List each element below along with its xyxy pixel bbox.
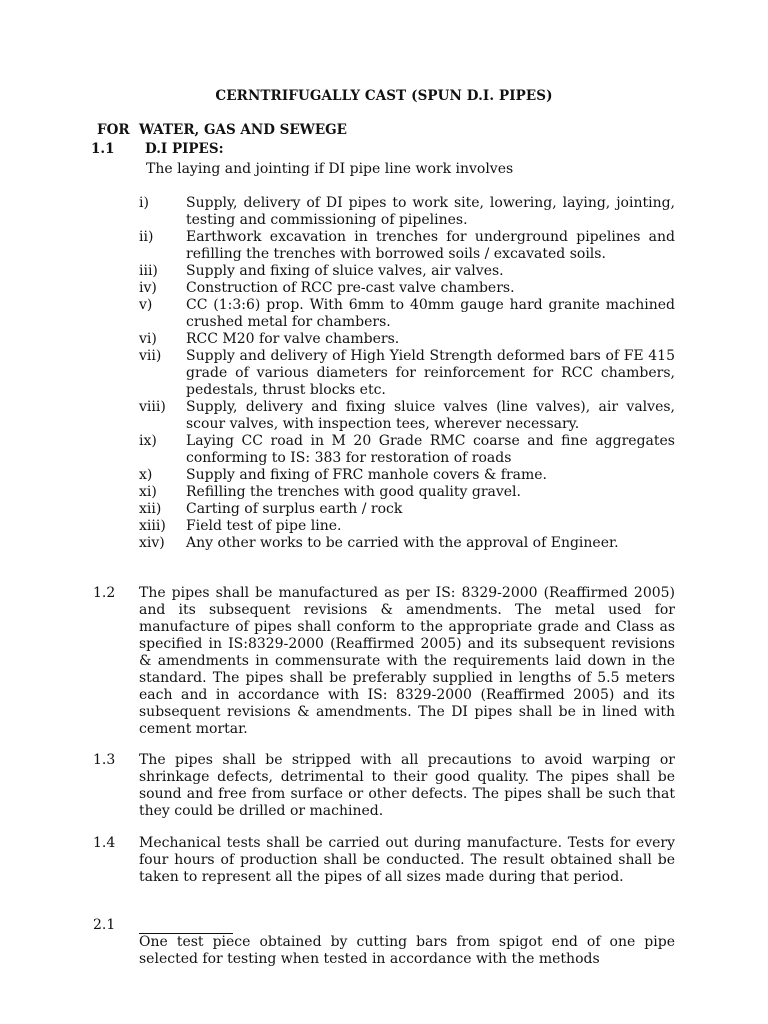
section-title: D.I PIPES: xyxy=(145,141,224,157)
paragraph-text: One test piece obtained by cutting bars from spigot end of one pipe selected for testing when tested in accordance with the methods xyxy=(139,934,675,967)
list-item xyxy=(139,433,675,467)
list-item-number: i) xyxy=(139,195,149,211)
list-item-number: viii) xyxy=(139,399,166,415)
list-item xyxy=(139,484,675,501)
paragraph-1-4 xyxy=(93,835,675,886)
paragraph-text: The pipes shall be manufactured as per IS: 8329-2000 (Reaffirmed 2005) and its subsequent revisions & amendments. The metal used for manufacture of pipes shall conform to the appropriate grade and Class as specified in IS:8329-2000 (Reaffirmed 2005) and its subsequent revisions & amendments in commensurate with the requirements laid down in the standard. The pipes shall be preferably supplied in lengths of 5.5 meters each and in accordance with IS: 8329-2000 (Reaffirmed 2005) and its subsequent revisions & amendments. The DI pipes shall be in lined with cement mortar. xyxy=(139,585,675,737)
list-item xyxy=(139,518,675,535)
list-item xyxy=(139,501,675,518)
list-item-text: Supply, delivery and fixing sluice valves (line valves), air valves, scour valves, with inspection tees, wherever necessary. xyxy=(186,399,675,432)
paragraph-number: 2.1 xyxy=(93,917,116,933)
list-item-number: xiii) xyxy=(139,518,166,534)
list-item-text: Supply, delivery of DI pipes to work site, lowering, laying, jointing, testing and commissioning of pipelines. xyxy=(186,195,675,228)
paragraph-text: The pipes shall be stripped with all precautions to avoid warping or shrinkage defects, detrimental to their good quality. The pipes shall be sound and free from surface or other defects. The pipes shall be such that they could be drilled or machined. xyxy=(139,752,675,819)
list-item xyxy=(139,399,675,433)
list-item-text: Earthwork excavation in trenches for underground pipelines and refilling the trenches with borrowed soils / excavated soils. xyxy=(186,229,675,262)
list-item-number: v) xyxy=(139,297,153,313)
list-item-text: Carting of surplus earth / rock xyxy=(186,501,403,517)
scope-line: FOR WATER, GAS AND SEWEGE xyxy=(97,122,347,138)
list-item-text: RCC M20 for valve chambers. xyxy=(186,331,400,347)
paragraph-number: 1.3 xyxy=(93,752,116,768)
list-item xyxy=(139,195,675,229)
list-item-number: x) xyxy=(139,467,153,483)
list-item-number: xiv) xyxy=(139,535,165,551)
list-item-text: Construction of RCC pre-cast valve chambers. xyxy=(186,280,515,296)
blank-underline xyxy=(139,919,233,934)
paragraph-1-2 xyxy=(93,585,675,738)
list-item xyxy=(139,263,675,280)
paragraph-number: 1.2 xyxy=(93,585,116,601)
list-item-number: iv) xyxy=(139,280,157,296)
list-item-number: vi) xyxy=(139,331,157,347)
list-item-text: CC (1:3:6) prop. With 6mm to 40mm gauge hard granite machined crushed metal for chambers. xyxy=(186,297,675,330)
list-item-number: ix) xyxy=(139,433,157,449)
list-item-text: Laying CC road in M 20 Grade RMC coarse and fine aggregates conforming to IS: 383 for restoration of roads xyxy=(186,433,675,466)
list-item-text: Supply and fixing of FRC manhole covers & frame. xyxy=(186,467,547,483)
list-item xyxy=(139,348,675,399)
list-item xyxy=(139,467,675,484)
section-intro: The laying and jointing if DI pipe line work involves xyxy=(146,161,514,177)
paragraph-number: 1.4 xyxy=(93,835,116,851)
list-item xyxy=(139,535,675,552)
list-item-number: vii) xyxy=(139,348,162,364)
list-item-text: Refilling the trenches with good quality gravel. xyxy=(186,484,521,500)
list-item xyxy=(139,297,675,331)
list-item-number: xi) xyxy=(139,484,157,500)
list-item-text: Supply and delivery of High Yield Strength deformed bars of FE 415 grade of various diameters for reinforcement for RCC chambers, pedestals, thrust blocks etc. xyxy=(186,348,675,398)
list-item xyxy=(139,229,675,263)
list-item xyxy=(139,331,675,348)
paragraph-text: Mechanical tests shall be carried out during manufacture. Tests for every four hours of production shall be conducted. The result obtained shall be taken to represent all the pipes of all sizes made during that period. xyxy=(139,835,675,885)
paragraph-body xyxy=(139,917,675,968)
list-item-number: iii) xyxy=(139,263,158,279)
section-heading-1-1 xyxy=(91,141,224,158)
document-title: CERNTRIFUGALLY CAST (SPUN D.I. PIPES) xyxy=(215,88,553,104)
list-item-text: Field test of pipe line. xyxy=(186,518,342,534)
work-items-list xyxy=(139,195,675,552)
list-item-text: Any other works to be carried with the approval of Engineer. xyxy=(186,535,619,551)
list-item-number: ii) xyxy=(139,229,154,245)
section-number: 1.1 xyxy=(91,141,115,157)
list-item-number: xii) xyxy=(139,501,162,517)
list-item xyxy=(139,280,675,297)
list-item-text: Supply and fixing of sluice valves, air valves. xyxy=(186,263,504,279)
paragraph-1-3 xyxy=(93,752,675,820)
paragraph-2-1 xyxy=(93,917,675,968)
